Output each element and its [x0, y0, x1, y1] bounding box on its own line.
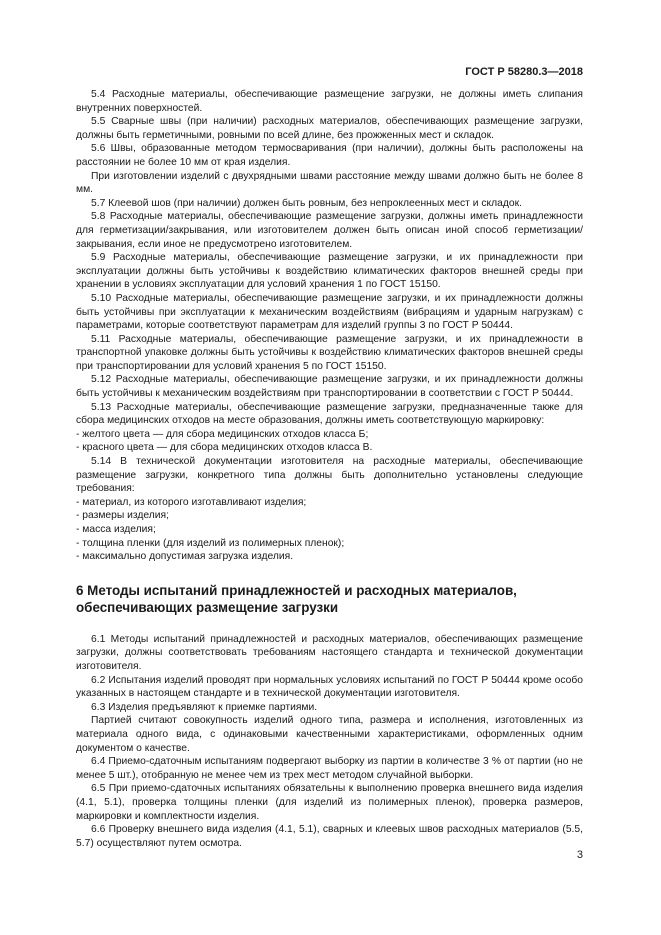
paragraph: 6.2 Испытания изделий проводят при нормальных условиях испытаний по ГОСТ Р 50444 кроме особо указанных в настоящем стандарте и в технической документации изготовителя. [76, 674, 583, 700]
list-item: - материал, из которого изготавливают изделия; [76, 496, 307, 508]
paragraph: 5.6 Швы, образованные методом термосваривания (при наличии), должны быть расположены на расстоянии не более 10 мм от края изделия. [76, 143, 583, 168]
section-5-body [76, 88, 583, 564]
paragraph: 5.12 Расходные материалы, обеспечивающие размещение загрузки, и их принадлежности должны быть устойчивы к механическим воздействиям при транспортировании в соответствии с ГОСТ Р 50444. [76, 374, 583, 400]
paragraph: 5.13 Расходные материалы, обеспечивающие размещение загрузки, предназначенные также для сбора медицинских отходов на месте образования, должны иметь соответствующую маркировку: [76, 401, 583, 427]
paragraph: 5.9 Расходные материалы, обеспечивающие размещение загрузки, и их принадлежности при эксплуатации должны быть устойчивы к воздействию климатических факторов внешней среды при хранении в условиях эксплуатации для условий хранения 1 по ГОСТ 15150. [76, 252, 583, 291]
paragraph: 5.4 Расходные материалы, обеспечивающие размещение загрузки, не должны иметь слипания внутренних поверхностей. [76, 89, 583, 114]
section-6-heading: 6 Методы испытаний принадлежностей и расходных материалов, обеспечивающих размещение загрузки [76, 582, 517, 615]
page-number: 3 [576, 849, 583, 861]
list-item: - желтого цвета — для сбора медицинских отходов класса Б; [76, 428, 369, 440]
document-code: ГОСТ Р 58280.3—2018 [465, 66, 583, 78]
paragraph: Партией считают совокупность изделий одного типа, размера и исполнения, изготовленных из материала одного вида, с одинаковыми качественными характеристиками, оформленных одним документом о качестве. [76, 715, 583, 754]
paragraph: 6.3 Изделия предъявляют к приемке партиями. [91, 701, 318, 713]
paragraph: 5.11 Расходные материалы, обеспечивающие размещение загрузки, и их принадлежности в транспортной упаковке должны быть устойчивы к воздействию климатических факторов внешней среды при транспортировании для условий хранения 5 по ГОСТ 15150. [76, 333, 583, 372]
list-item: - масса изделия; [76, 524, 156, 535]
paragraph: 6.5 При приемо-сдаточных испытаниях обязательны к выполнению проверка внешнего вида изделия (4.1, 5.1), проверка толщины пленки (для изделий из полимерных пленок), проверка размеров, маркировки и комплектности изделия. [76, 783, 583, 822]
paragraph: 5.14 В технической документации изготовителя на расходные материалы, обеспечивающие размещение загрузки, конкретного типа должны быть дополнительно установлены следующие требования: [76, 456, 583, 495]
paragraph: 6.1 Методы испытаний принадлежностей и расходных материалов, обеспечивающих размещение загрузки, должны соответствовать требованиям настоящего стандарта и технической документации изготовителя. [76, 633, 583, 672]
paragraph: 5.8 Расходные материалы, обеспечивающие размещение загрузки, должны иметь принадлежности для герметизации/закрывания, или изготовителем должен быть описан иной способ герметизации/закрывания, если иное не предусмотрено изготовителем. [76, 211, 583, 250]
section-6-body [76, 633, 583, 851]
paragraph: 5.10 Расходные материалы, обеспечивающие размещение загрузки, и их принадлежности должны быть устойчивы при эксплуатации к механическим воздействиям (вибрациям и ударным нагрузкам) с параметрами, которые соответствуют параметрам для изделий группы 3 по ГОСТ Р 50444. [76, 292, 583, 332]
paragraph: 5.5 Сварные швы (при наличии) расходных материалов, обеспечивающих размещение загрузки, должны быть герметичными, ровными по всей длине, без прожженных мест и складок. [76, 116, 583, 141]
list-item: - красного цвета — для сбора медицинских отходов класса В. [76, 442, 373, 454]
page-content [76, 88, 583, 850]
list-item: - толщина пленки (для изделий из полимерных пленок); [76, 537, 345, 549]
paragraph: 5.7 Клеевой шов (при наличии) должен быть ровным, без непроклеенных мест и складок. [91, 197, 522, 209]
paragraph: 6.4 Приемо-сдаточным испытаниям подвергают выборку из партии в количестве 3 % от партии (но не менее 5 шт.), отобранную не менее чем из трех мест методом случайной выборки. [76, 756, 583, 781]
paragraph: 6.6 Проверку внешнего вида изделия (4.1, 5.1), сварных и клеевых швов расходных материалов (5.5, 5.7) осуществляют путем осмотра. [76, 824, 583, 849]
list-item: - размеры изделия; [76, 510, 169, 522]
list-item: - максимально допустимая загрузка изделия. [76, 551, 294, 563]
paragraph: При изготовлении изделий с двухрядными швами расстояние между швами должно быть не более 8 мм. [76, 170, 583, 196]
